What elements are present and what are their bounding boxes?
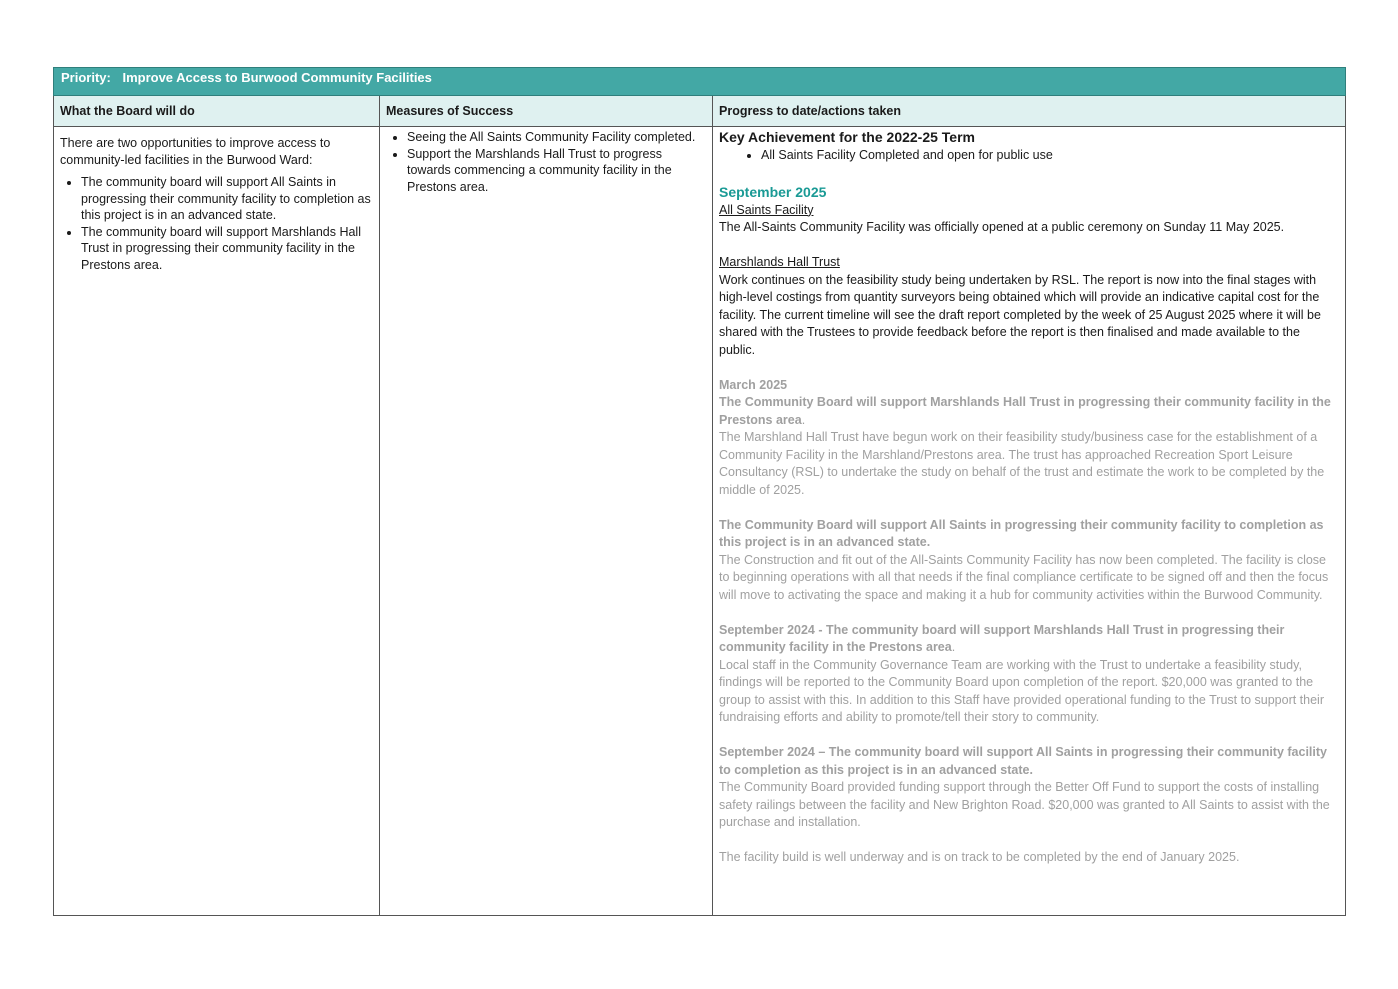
priority-label: Priority: bbox=[61, 70, 111, 85]
sep-2024-marshlands-text: Local staff in the Community Governance Team are working with the Trust to undertake a feasibility study, findings will be reported to the Community Board upon completion of the report. $20,000 was granted to the group to assist with this. In addition to this Staff have provided operational funding to the Trust to support their fundraising efforts and ability to promote/tell their story to community. bbox=[719, 657, 1324, 724]
key-achievement-title: Key Achievement for the 2022-25 Term bbox=[719, 129, 975, 145]
march-marshlands-text: The Marshland Hall Trust have begun work on their feasibility study/business case for the establishment of a Community Facility in the Marshland/Prestons area. The trust has approached Recreation Sport Leisure Consultancy (RSL) to undertake the study on behalf of the trust and estimate the work to be completed by the middle of 2025. bbox=[719, 430, 1325, 497]
facility-build-text: The facility build is well underway and is on track to be completed by the end of January 2025. bbox=[719, 850, 1240, 864]
sep-2024-all-saints-text: The Community Board provided funding support through the Better Off Fund to support the costs of installing safety railings between the facility and New Brighton Road. $20,000 was granted to All Saints to assist with the purchase and installation. bbox=[719, 780, 1330, 829]
priority-title: Improve Access to Burwood Community Facilities bbox=[122, 70, 432, 85]
all-saints-heading: All Saints Facility bbox=[719, 202, 814, 217]
sep-2024-marshlands-heading: September 2024 - The community board will support Marshlands Hall Trust in progressing their community facility in the Prestons area bbox=[719, 622, 1285, 654]
march-marshlands-heading: The Community Board will support Marshlands Hall Trust in progressing their community facility in the Prestons area bbox=[719, 395, 1331, 427]
list-item: • Seeing the All Saints Community Facility completed. bbox=[407, 129, 706, 146]
board-actions-cell bbox=[54, 127, 379, 915]
list-item: • The community board will support All Saints in progressing their community facility to completion as this project is in an advanced state. bbox=[81, 174, 373, 224]
header-progress: Progress to date/actions taken bbox=[712, 96, 1345, 127]
list-item: • The community board will support Marshlands Hall Trust in progressing their community facility in the Prestons area. bbox=[81, 224, 373, 274]
march-2025-heading: March 2025 bbox=[719, 377, 788, 392]
marshlands-heading: Marshlands Hall Trust bbox=[719, 255, 840, 269]
list-item: • Support the Marshlands Hall Trust to progress towards commencing a community facility in the Prestons area. bbox=[407, 146, 706, 196]
board-intro: There are two opportunities to improve access to community-led facilities in the Burwood Ward: bbox=[60, 136, 331, 167]
marshlands-update: Work continues on the feasibility study being undertaken by RSL. The report is now into the final stages with high-level costings from quantity surveyors being obtained which will provide an indicative capital cost for the facility. The current timeline will see the draft report completed by the week of 25 August 2025 where it will be shared with the Trustees to provide feedback before the report is then finalised and made available to the public. bbox=[719, 272, 1321, 357]
progress-cell bbox=[712, 127, 1345, 915]
all-saints-update: The All-Saints Community Facility was officially opened at a public ceremony on Sunday 11 May 2025. bbox=[719, 220, 1285, 234]
header-board-actions: What the Board will do bbox=[54, 96, 379, 127]
board-actions-list bbox=[60, 174, 373, 273]
list-item: • All Saints Facility Completed and open for public use bbox=[761, 147, 1339, 165]
priority-bar bbox=[53, 67, 1346, 96]
march-all-saints-text: The Construction and fit out of the All-Saints Community Facility has now been completed. The facility is close to beginning operations with all that needs if the final compliance certificate to be signed off and then the focus will move to activating the space and making it a hub for community activities within the Burwood Community. bbox=[719, 552, 1329, 602]
measures-cell bbox=[379, 127, 712, 915]
march-all-saints-heading: The Community Board will support All Saints in progressing their community facility to completion as this project is in an advanced state. bbox=[719, 517, 1324, 549]
priority-table bbox=[53, 67, 1346, 916]
table-grid bbox=[53, 96, 1346, 916]
previous-updates: March 2025 The Community Board will support Marshlands Hall Trust in progressing their community facility in the Prestons area. The Marshland Hall Trust have begun work on their feasibility study/business case for the establishment of a Community Facility in the Marshland/Prestons area. The trust has approached Recreation Sport Leisure Consultancy (RSL) to undertake the study on behalf of the trust and estimate the work to be completed by the middle of 2025. The Community Board will support All Saints in progressing their community facility to completion as this project is in an advanced state. The Construction and fit out of the All-Saints Community Facility has now been completed. The facility is close to beginning operations with all that needs if the final compliance certificate to be signed off and then the focus will move to activating the space and making it a hub for community activities within the Burwood Community. September 2024 - The community board will support Marshlands Hall Trust in progressing their community facility in the Prestons area. Local staff in the Community Governance Team are working with the Trust to undertake a feasibility study, findings will be reported to the Community Board upon completion of the report. $20,000 was granted to the group to assist with this. In addition to this Staff have provided operational funding to the Trust to support their fundraising efforts and ability to promote/tell their story to community. September 2024 – The community board will support All Saints in progressing their community facility to completion as this project is in an advanced state. The Community Board provided funding support through the Better Off Fund to support the costs of installing safety railings between the facility and New Brighton Road. $20,000 was granted to All Saints to assist with the purchase and installation. The facility build is well underway and is on track to be completed by the end of January 2025. bbox=[719, 377, 1339, 867]
key-achievement-list bbox=[719, 147, 1339, 165]
header-measures: Measures of Success bbox=[379, 96, 712, 127]
sep-2024-all-saints-heading: September 2024 – The community board will support All Saints in progressing their community facility to completion as this project is in an advanced state. bbox=[719, 745, 1327, 777]
september-2025-heading: September 2025 bbox=[719, 183, 827, 200]
measures-list bbox=[386, 129, 706, 195]
